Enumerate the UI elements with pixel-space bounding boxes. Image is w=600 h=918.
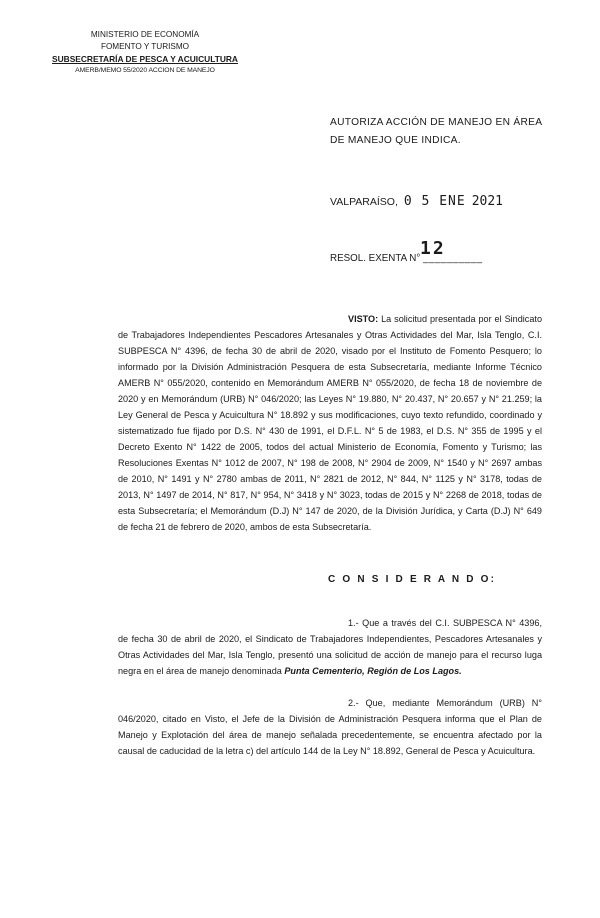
considerando-item-1-emphasis: Punta Cementerio, Región de Los Lagos.: [284, 666, 462, 676]
subsecretaria-name: SUBSECRETARÍA DE PESCA Y ACUICULTURA: [52, 54, 238, 64]
considerando-heading: C O N S I D E R A N D O:: [328, 574, 497, 585]
resolution-blanks: __________: [423, 253, 483, 264]
visto-text: La solicitud presentada por el Sindicato de Trabajadores Independientes Pescadores Artesanales y Otras Actividades del Mar, Isla Tenglo, C.I. SUBPESCA N° 4396, de fecha 30 de abril de 2020, visado por el Instituto de Fomento Pesquero; lo informado por la División Administración Pesquera de esta Subsecretaría, mediante Informe Técnico AMERB N° 055/2020, contenido en Memorándum AMERB N° 055/2020, de fecha 18 de noviembre de 2020 y en Memorándum (URB) N° 046/2020; las Leyes N° 19.880, N° 20.437, N° 20.657 y N° 21.259; la Ley General de Pesca y Acuicultura N° 18.892 y sus modificaciones, cuyo texto refundido, coordinado y sistematizado fue fijado por D.S. N° 430 de 1991, el D.F.L. N° 5 de 1983, el D.S. N° 355 de 1995 y el Decreto Exento N° 1422 de 2005, todos del actual Ministerio de Economía, Fomento y Turismo; las Resoluciones Exentas N° 1012 de 2007, N° 198 de 2008, N° 2904 de 2009, N° 1540 y N° 2697 ambas de 2010, N° 1491 y N° 2780 ambas de 2011, N° 2821 de 2012, N° 844, N° 1125 y N° 3178, todas de 2013, N° 1497 de 2014, N° 817, N° 954, N° 3418 y N° 3023, todas de 2015 y N° 2268 de 2018, todas de esta Subsecretaría; el Memorándum (D.J) N° 147 de 2020, de la División Jurídica, y Carta (D.J) N° 649 de fecha 21 de febrero de 2020, ambos de esta Subsecretaría.: [118, 314, 542, 532]
ministry-name: MINISTERIO DE ECONOMÍA: [90, 30, 200, 39]
visto-lead: VISTO:: [348, 314, 379, 324]
date-place: VALPARAÍSO,: [330, 196, 398, 208]
considerando-item-1: [118, 615, 542, 679]
reference-code: AMERB/MEMO 55/2020 ACCION DE MANEJO: [75, 67, 215, 74]
visto-paragraph: [118, 311, 542, 535]
resolution-number: 12: [420, 238, 446, 259]
document-subject: AUTORIZA ACCIÓN DE MANEJO EN ÁREA DE MANEJO QUE INDICA.: [330, 117, 542, 146]
resolution-line: [330, 252, 483, 266]
considerando-item-2: 2.- Que, mediante Memorándum (URB) N° 046/2020, citado en Visto, el Jefe de la División de Administración Pesquera informa que el Plan de Manejo y Explotación del área de manejo señalada precedentemente, se encuentra afectado por la causal de caducidad de la letra c) del artículo 144 de la Ley N° 18.892, General de Pesca y Acuicultura.: [118, 698, 542, 756]
considerando-item-1-text: 1.- Que a través del C.I. SUBPESCA N° 4396, de fecha 30 de abril de 2020, el Sindicato de Trabajadores Independientes, Pescadores Artesanales y Otras Actividades del Mar, Isla Tenglo, presentó una solicitud de acción de manejo para el recurso luga negra en el área de manejo denominada: [118, 618, 542, 676]
letterhead: [45, 29, 245, 77]
date-stamp: 0 5 ENE: [403, 194, 466, 209]
ministry-name-line2: FOMENTO Y TURISMO: [100, 42, 190, 51]
resolution-label: RESOL. EXENTA N°: [330, 253, 421, 264]
date-year: 2021: [471, 194, 503, 209]
date-line: [330, 194, 503, 210]
